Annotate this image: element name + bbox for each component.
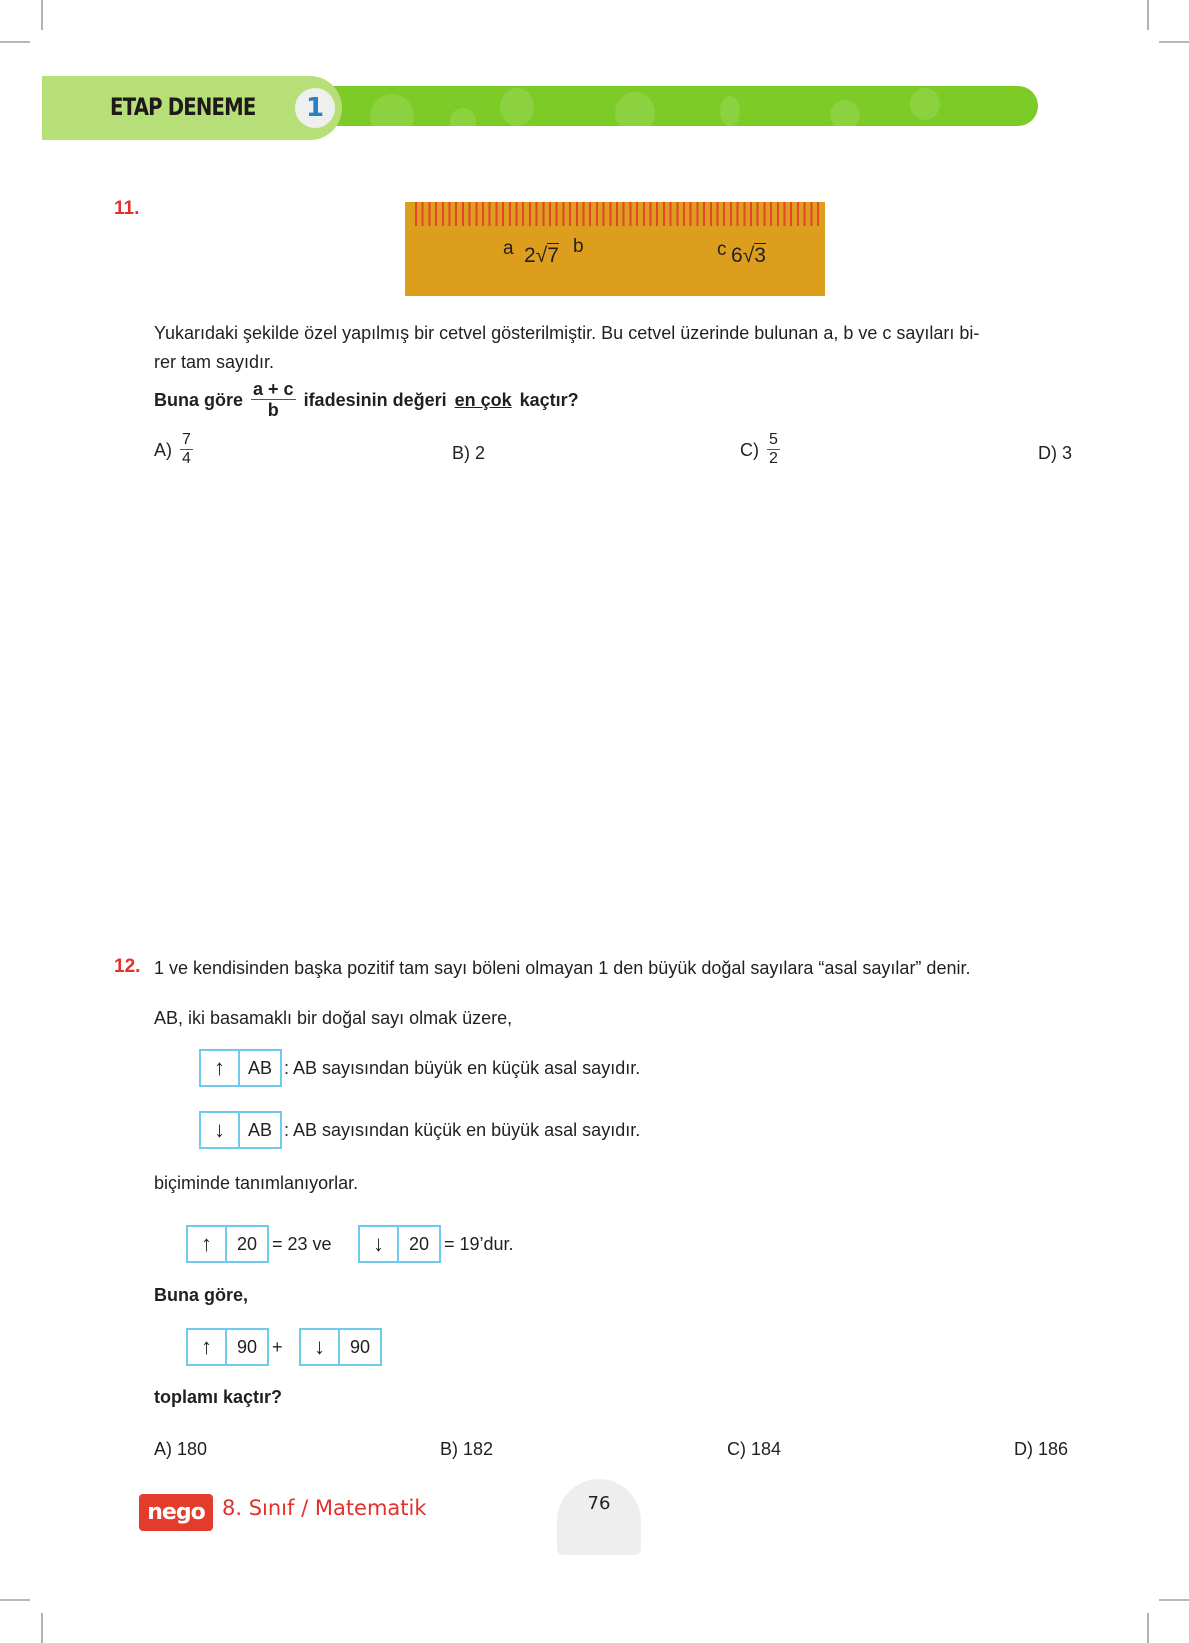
- q11-option-b[interactable]: [452, 440, 485, 466]
- publisher-logo: nego: [139, 1494, 213, 1531]
- crop-mark: [0, 1599, 30, 1601]
- option-fraction: [767, 432, 780, 467]
- example-up-result: = 23 ve: [272, 1234, 332, 1254]
- option-value: 2: [475, 443, 486, 463]
- ruler-value-2sqrt7: [524, 243, 559, 268]
- crop-mark: [1147, 1613, 1149, 1643]
- page-number: 76: [587, 1493, 611, 1514]
- paragraph-line: Yukarıdaki şekilde özel yapılmış bir cetvel gösterilmiştir. Bu cetvel üzerinde bulunan a, b ve c sayıları bi-: [154, 323, 980, 343]
- buna-gore: Buna göre,: [154, 1285, 249, 1305]
- arrow-up-icon: ↑: [201, 1051, 240, 1085]
- header-banner-bar: [300, 86, 1038, 126]
- ruler-label-a: a: [503, 238, 514, 259]
- prime-up-box: [199, 1049, 282, 1087]
- crop-mark: [41, 1613, 43, 1643]
- denominator: 4: [182, 450, 191, 467]
- box-value: 20: [236, 1233, 258, 1254]
- exam-number: 1: [305, 93, 325, 123]
- ruler-figure: [405, 202, 825, 296]
- footer-title: 8. Sınıf / Matematik: [222, 1496, 427, 1520]
- ruler-label-b: b: [573, 236, 584, 257]
- box-value: 90: [349, 1336, 371, 1357]
- q12-question: toplamı kaçtır?: [154, 1387, 283, 1407]
- denominator: 2: [769, 450, 778, 467]
- coefficient: 6: [731, 244, 743, 267]
- box-value: AB: [247, 1119, 272, 1140]
- crop-mark: [1147, 0, 1149, 30]
- q11-question: [154, 380, 579, 419]
- expr-down-box: [299, 1328, 382, 1366]
- arrow-up-icon: ↑: [188, 1330, 227, 1364]
- arrow-down-icon: ↓: [201, 1113, 240, 1147]
- defined-text: biçiminde tanımlanıyorlar.: [154, 1173, 359, 1193]
- option-label: B): [452, 443, 470, 463]
- radicand: 3: [754, 244, 766, 267]
- numerator: 5: [769, 431, 778, 448]
- q11-option-a[interactable]: [154, 432, 193, 467]
- sqrt-icon: √: [535, 244, 548, 267]
- box-value: AB: [247, 1057, 272, 1078]
- q12-option-a[interactable]: A) 180: [154, 1439, 208, 1459]
- denominator: b: [267, 400, 279, 420]
- question-text: kaçtır?: [519, 389, 579, 410]
- option-label: C): [740, 439, 759, 460]
- q12-line2: AB, iki basamaklı bir doğal sayı olmak üzere,: [154, 1008, 513, 1028]
- crop-mark: [1159, 41, 1189, 43]
- example-up-box: [186, 1225, 269, 1263]
- example-down-result: = 19’dur.: [444, 1234, 514, 1254]
- def-up-text: : AB sayısından büyük en küçük asal sayıdır.: [284, 1058, 641, 1078]
- option-label: D): [1038, 443, 1057, 463]
- example-down-box: [358, 1225, 441, 1263]
- q11-paragraph: [154, 320, 1084, 375]
- crop-mark: [41, 0, 43, 30]
- sqrt-icon: √: [742, 244, 755, 267]
- crop-mark: [0, 41, 30, 43]
- def-down-text: : AB sayısından küçük en büyük asal sayıdır.: [284, 1120, 641, 1140]
- plus-sign: +: [272, 1337, 283, 1357]
- question-text: ifadesinin değeri: [303, 389, 447, 410]
- exam-number-badge: [292, 85, 338, 131]
- exam-title: ETAP DENEME: [110, 93, 256, 121]
- emphasis-text: en çok: [454, 389, 512, 410]
- q12-option-c[interactable]: C) 184: [727, 1439, 782, 1459]
- question-number: 11.: [114, 198, 140, 219]
- prime-down-box: [199, 1111, 282, 1149]
- arrow-down-icon: ↓: [360, 1227, 399, 1261]
- numerator: 7: [182, 431, 191, 448]
- arrow-up-icon: ↑: [188, 1227, 227, 1261]
- q12-option-b[interactable]: B) 182: [440, 1439, 494, 1459]
- box-value: 20: [408, 1233, 430, 1254]
- numerator: a + c: [253, 379, 294, 399]
- page-number-badge: [557, 1479, 641, 1555]
- ruler-value-6sqrt3: [731, 243, 766, 268]
- option-label: A): [154, 439, 172, 460]
- expression-fraction: [251, 380, 296, 419]
- ruler-ticks: [415, 202, 820, 226]
- q11-option-d[interactable]: [1038, 440, 1072, 466]
- option-fraction: [180, 432, 193, 467]
- box-value: 90: [236, 1336, 258, 1357]
- question-number: 12.: [114, 956, 141, 977]
- paragraph-line: rer tam sayıdır.: [154, 352, 275, 372]
- coefficient: 2: [524, 244, 536, 267]
- q12-intro: 1 ve kendisinden başka pozitif tam sayı böleni olmayan 1 den büyük doğal sayılara “asal sayılar” denir.: [154, 958, 971, 978]
- expr-up-box: [186, 1328, 269, 1366]
- q12-option-d[interactable]: D) 186: [1014, 1439, 1069, 1459]
- ruler-label-c: c: [717, 239, 727, 260]
- q11-option-c[interactable]: [740, 432, 780, 467]
- question-text: Buna göre: [154, 389, 244, 410]
- arrow-down-icon: ↓: [301, 1330, 340, 1364]
- option-value: 3: [1062, 443, 1073, 463]
- radicand: 7: [547, 244, 559, 267]
- crop-mark: [1159, 1599, 1189, 1601]
